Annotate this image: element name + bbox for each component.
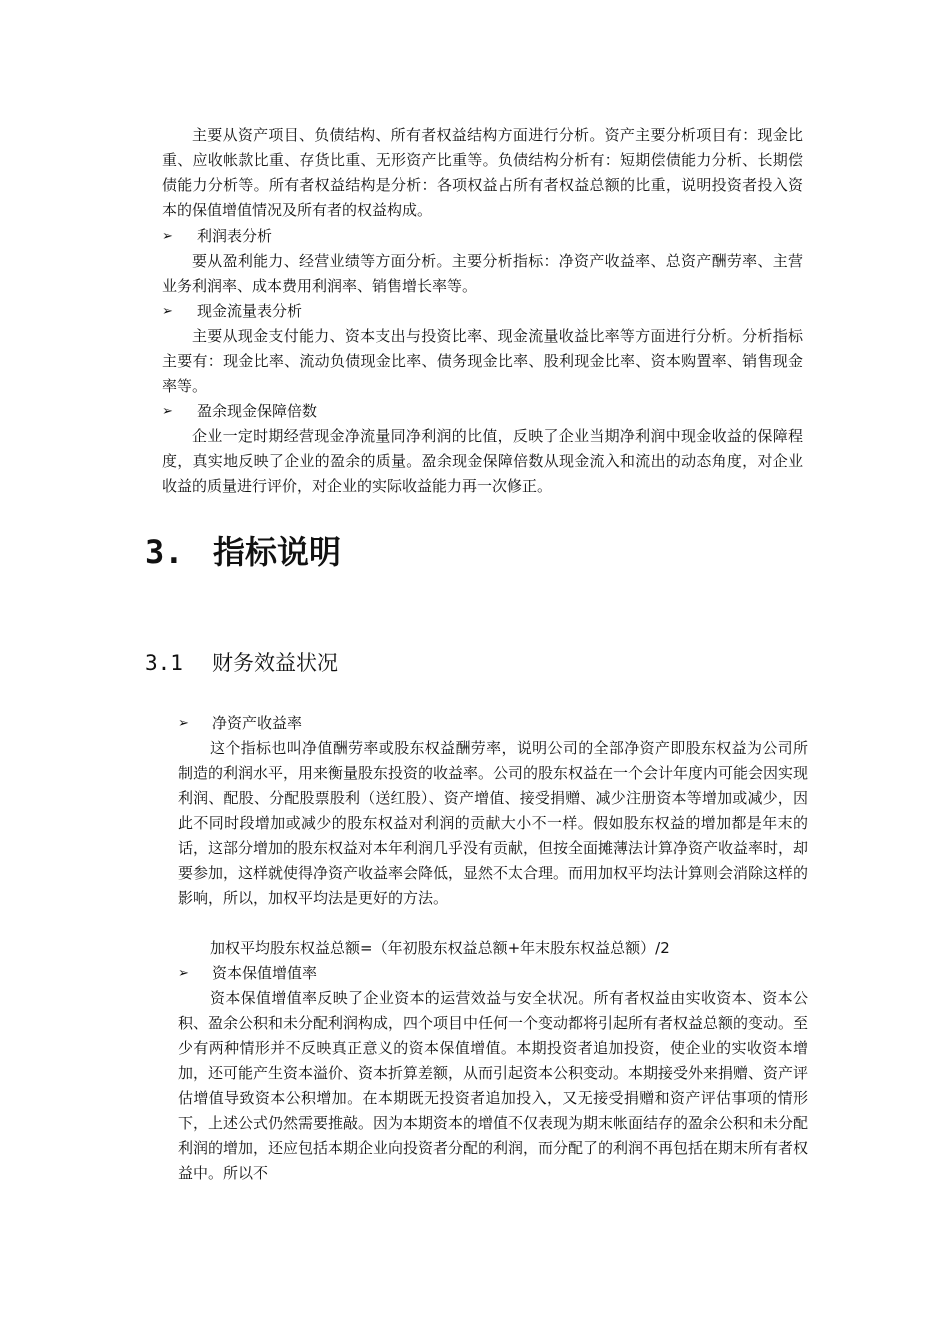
bullet-title: 资本保值增值率: [212, 964, 318, 982]
bullet-title: 盈余现金保障倍数: [197, 402, 318, 420]
capital-preservation-paragraph: 资本保值增值率反映了企业资本的运营效益与安全状况。所有者权益由实收资本、资本公积、盈余公积和未分配利润构成，四个项目中任何一个变动都将引起所有者权益总额的变动。至少有两种情形并不反映真正意义的资本保值增值。本期投资者追加投资，使企业的实收资本增加，还可能产生资本溢价、资本折算差额，从而引起资本公积变动。本期接受外来捐赠、资产评估增值导致资本公积增加。在本期既无投资者追加投入，又无接受捐赠和资产评估事项的情形下，上述公式仍然需要推敲。因为本期资本的增值不仅表现为期末帐面结存的盈余公积和未分配利润的增加，还应包括本期企业向投资者分配的利润，而分配了的利润不再包括在期末所有者权益中。所以不: [178, 989, 809, 1182]
subheading-title: 财务效益状况: [212, 651, 338, 675]
heading-title: 指标说明: [213, 533, 342, 571]
arrow-bullet-icon: ➢: [162, 304, 173, 319]
arrow-bullet-icon: ➢: [178, 966, 189, 981]
weighted-equity-formula: 加权平均股东权益总额=（年初股东权益总额+年末股东权益总额）/2: [210, 939, 670, 957]
bullet-title: 现金流量表分析: [197, 302, 303, 320]
subheading-number: 3.1: [145, 651, 183, 675]
subheading-financial-performance: [145, 648, 338, 678]
bullet-item-cashflow-analysis: [162, 299, 302, 324]
roe-paragraph: 这个指标也叫净值酬劳率或股东权益酬劳率，说明公司的全部净资产即股东权益为公司所制造的利润水平，用来衡量股东投资的收益率。公司的股东权益在一个会计年度内可能会因实现利润、配股、分配股票股利（送红股）、资产增值、接受捐赠、减少注册资本等增加或减少，因此不同时段增加或减少的股东权益对利润的贡献大小不一样。假如股东权益的增加都是年末的话，这部分增加的股东权益对本年利润几乎没有贡献，但按全面摊薄法计算净资产收益率时，却要参加，这样就使得净资产收益率会降低，显然不太合理。而用加权平均法计算则会消除这样的影响，所以，加权平均法是更好的方法。: [178, 739, 809, 907]
arrow-bullet-icon: ➢: [162, 404, 173, 419]
bullet-item-capital-preservation: [178, 961, 317, 986]
bullet-item-earnings-cash-coverage: [162, 399, 317, 424]
bullet-title: 利润表分析: [197, 227, 273, 245]
profit-analysis-paragraph: 要从盈利能力、经营业绩等方面分析。主要分析指标：净资产收益率、总资产酬劳率、主营业务利润率、成本费用利润率、销售增长率等。: [162, 252, 803, 295]
bullet-item-profit-analysis: [162, 224, 272, 249]
earnings-cash-coverage-paragraph: 企业一定时期经营现金净流量同净利润的比值，反映了企业当期净利润中现金收益的保障程度，真实地反映了企业的盈余的质量。盈余现金保障倍数从现金流入和流出的动态角度，对企业收益的质量进行评价，对企业的实际收益能力再一次修正。: [162, 427, 803, 495]
balance-sheet-paragraph: 主要从资产项目、负债结构、所有者权益结构方面进行分析。资产主要分析项目有：现金比重、应收帐款比重、存货比重、无形资产比重等。负债结构分析有：短期偿债能力分析、长期偿债能力分析等。所有者权益结构是分析：各项权益占所有者权益总额的比重，说明投资者投入资本的保值增值情况及所有者的权益构成。: [162, 126, 803, 219]
heading-number: 3.: [145, 533, 184, 571]
bullet-title: 净资产收益率: [212, 714, 303, 732]
cashflow-analysis-paragraph: 主要从现金支付能力、资本支出与投资比率、现金流量收益比率等方面进行分析。分析指标主要有：现金比率、流动负债现金比率、债务现金比率、股利现金比率、资本购置率、销售现金率等。: [162, 327, 803, 395]
arrow-bullet-icon: ➢: [178, 716, 189, 731]
bullet-item-roe: [178, 711, 302, 736]
arrow-bullet-icon: ➢: [162, 229, 173, 244]
heading-indicator-description: [145, 530, 341, 574]
